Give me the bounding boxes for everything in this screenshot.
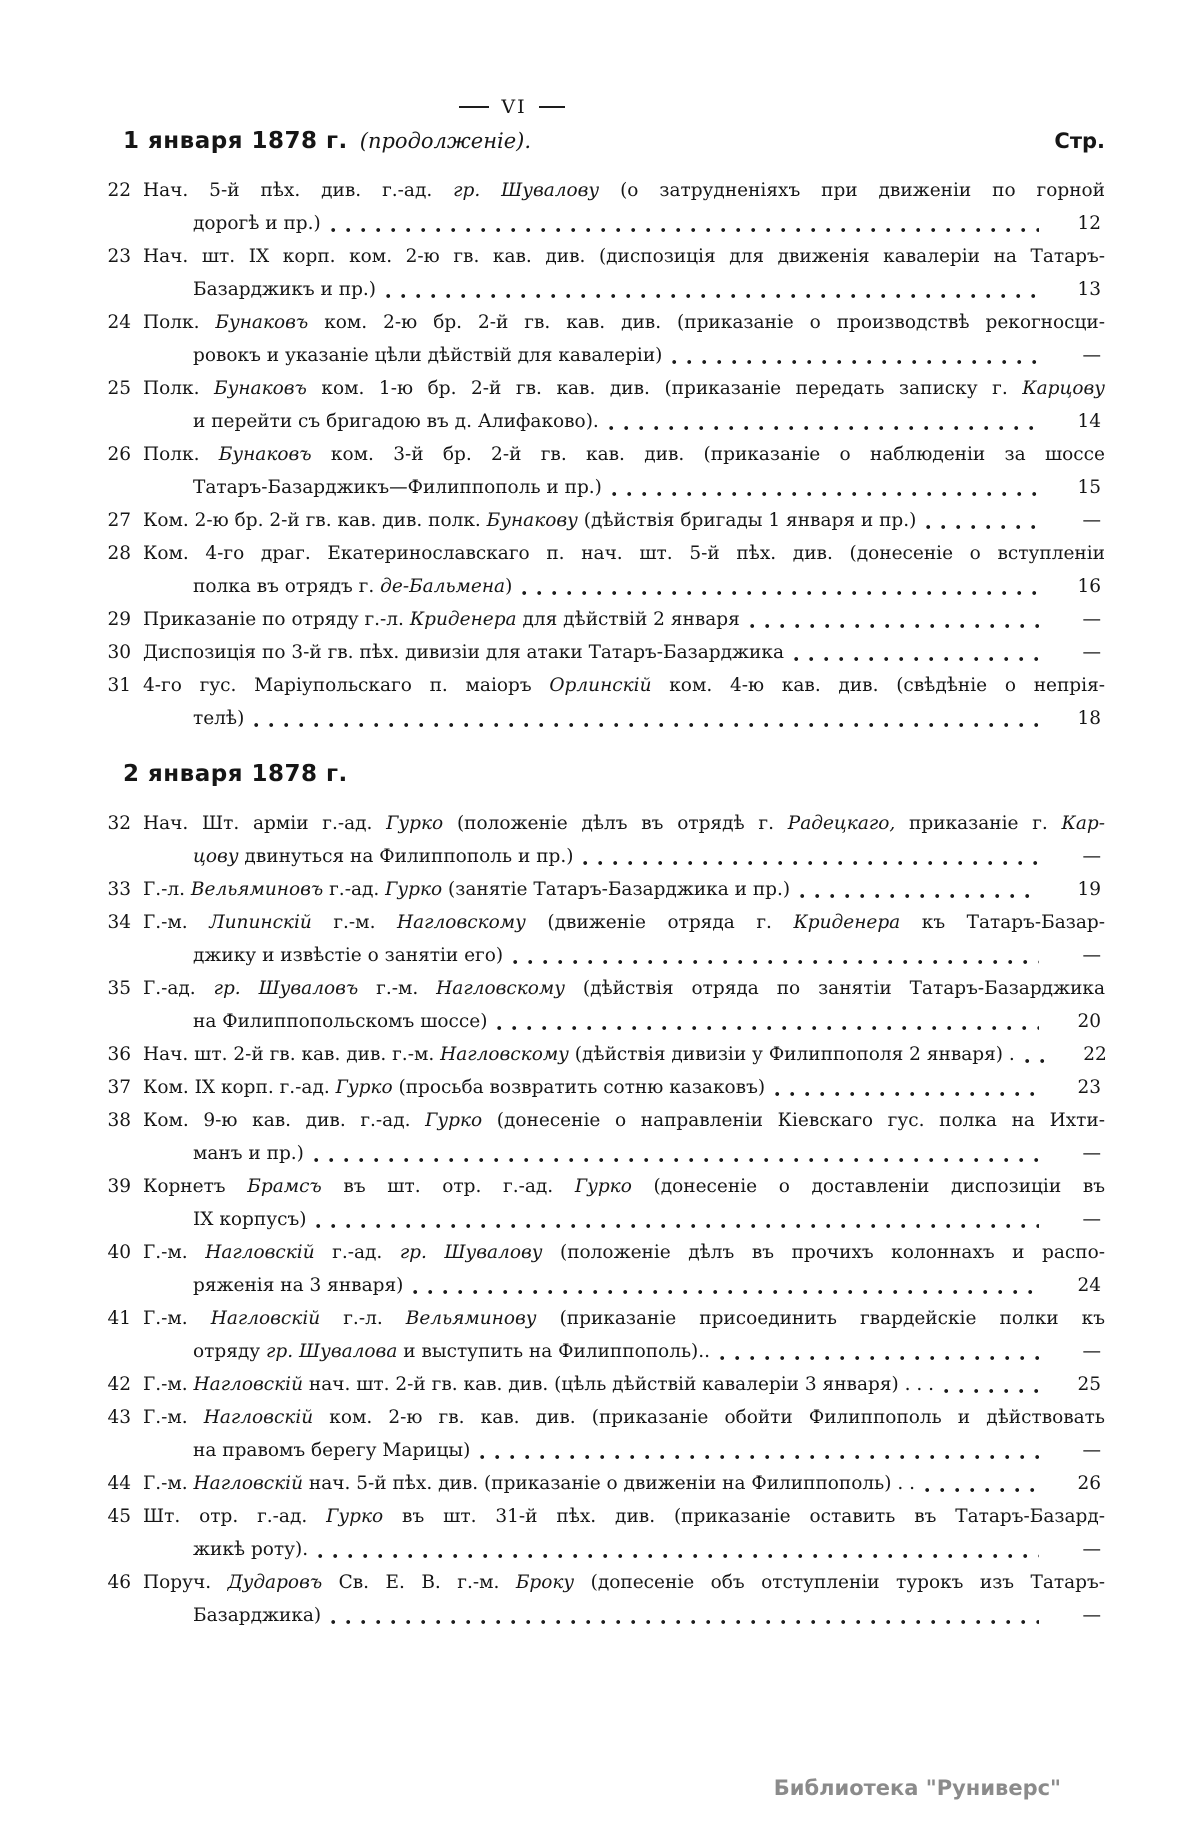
section-title-suffix: (продолженіе).: [359, 129, 532, 153]
entry-number: 29: [107, 609, 131, 630]
entry-text: Св. Е. В. г.-м.: [322, 1572, 516, 1593]
entry-line: [143, 306, 1105, 339]
entry-number: 25: [107, 378, 131, 399]
person-name: Радецкаго,: [787, 813, 896, 834]
entry-text: (допесеніе объ отступленіи турокъ изъ Татаръ-: [574, 1572, 1105, 1593]
entry-line: [143, 471, 1105, 504]
entry-number: 44: [107, 1473, 131, 1494]
entry-body: [143, 504, 1105, 537]
entry-text: Базарджикъ и пр.): [193, 279, 377, 300]
entry-text: Г.-м.: [143, 1242, 206, 1263]
entry-line: [143, 273, 1105, 306]
person-name: Нагловскому: [440, 1044, 569, 1065]
dot-leader: [612, 491, 1039, 497]
toc-entry: [97, 1170, 1105, 1236]
toc-entry: [97, 1566, 1105, 1632]
entry-page-number: 25: [1077, 1374, 1101, 1395]
entry-body: [143, 1170, 1105, 1236]
entry-number: 30: [107, 642, 131, 663]
entry-text: Нач. шт. 2-й гв. кав. див. г.-м.: [143, 1044, 441, 1065]
toc-entry: [97, 240, 1105, 306]
person-name: Бунаковъ: [218, 444, 312, 465]
person-name: Вельяминову: [405, 1308, 537, 1329]
toc-entry: [97, 1467, 1105, 1500]
entry-number: 33: [107, 879, 131, 900]
entry-body: [143, 1368, 1105, 1401]
entry-text: (положеніе дѣлъ въ отрядѣ г.: [443, 813, 788, 834]
toc-entry: [97, 1500, 1105, 1566]
dot-leader: [254, 722, 1039, 728]
toc-entry: [97, 1302, 1105, 1368]
toc-entry: [97, 306, 1105, 372]
dot-leader: [413, 1289, 1039, 1295]
dot-leader: [926, 524, 1039, 530]
toc-entry: [97, 174, 1105, 240]
dot-leader: [522, 590, 1039, 596]
entry-text: нач. шт. 2-й гв. кав. див. (цѣль дѣйствій кавалеріи 3 января) . . .: [302, 1374, 934, 1395]
entry-number: 35: [107, 978, 131, 999]
entry-text: Ком. 2-ю бр. 2-й гв. кав. див. полк.: [143, 510, 487, 531]
entry-page-number: —: [1082, 642, 1101, 663]
section-heading: [97, 128, 1105, 154]
entry-line: [143, 174, 1105, 207]
entry-text: (просьба возвратить сотню казаковъ): [392, 1077, 766, 1098]
entry-text: (положеніе дѣлъ въ прочихъ колоннахъ и распо-: [542, 1242, 1105, 1263]
entry-line: [143, 1302, 1105, 1335]
entry-text: Ком. IX корп. г.-ад.: [143, 1077, 336, 1098]
toc-entry: [97, 1368, 1105, 1401]
person-name: гр. Шувалову: [453, 180, 600, 201]
entry-text: (приказаніе присоединить гвардейскіе полки къ: [536, 1308, 1105, 1329]
person-name: Гурко: [385, 879, 443, 900]
toc-entry: [97, 603, 1105, 636]
entry-text: дорогѣ и пр.): [193, 213, 321, 234]
entry-text: Нач. шт. IX корп. ком. 2-ю гв. кав. див. (диспозиція для движенія кавалеріи на Татаръ-: [143, 246, 1105, 267]
entry-body: [143, 906, 1105, 972]
dot-leader: [497, 1025, 1039, 1031]
section-heading: [97, 761, 1105, 787]
entry-page-number: —: [1082, 609, 1101, 630]
entry-body: [143, 1071, 1105, 1104]
entry-page-number: 22: [1083, 1044, 1107, 1065]
entry-page-number: 15: [1077, 477, 1101, 498]
entry-text: Ком. 9-ю кав. див. г.-ад.: [143, 1110, 426, 1131]
entry-page-number: —: [1082, 510, 1101, 531]
entry-text: IX корпусъ): [193, 1209, 307, 1230]
entry-page-number: 19: [1077, 879, 1101, 900]
person-name: Нагловскій: [203, 1407, 314, 1428]
dot-leader: [314, 1157, 1039, 1163]
entry-line: [143, 702, 1105, 735]
entry-text: 4-го гус. Маріупольскаго п. маіоръ: [143, 675, 550, 696]
toc-entry: [97, 1236, 1105, 1302]
entry-line: [143, 504, 1105, 537]
entry-body: [143, 1467, 1105, 1500]
entry-text: въ шт. отр. г.-ад.: [321, 1176, 575, 1197]
entry-body: [143, 1500, 1105, 1566]
dot-leader: [1025, 1058, 1045, 1064]
entry-body: [143, 1401, 1105, 1467]
entry-page-number: —: [1082, 1605, 1101, 1626]
dot-leader: [609, 425, 1039, 431]
entry-line: [143, 1071, 1105, 1104]
toc-section: [97, 128, 1105, 735]
entry-page-number: 18: [1077, 708, 1101, 729]
entry-page-number: 20: [1077, 1011, 1101, 1032]
entry-line: [143, 1038, 1105, 1071]
entry-text: и перейти съ бригадою въ д. Алифаково).: [193, 411, 599, 432]
person-name: Липинскій: [209, 912, 312, 933]
toc-entry: [97, 537, 1105, 603]
entry-page-number: —: [1082, 1143, 1101, 1164]
entry-number: 45: [107, 1506, 131, 1527]
person-name: гр. Шувалова: [266, 1341, 398, 1362]
entry-line: [143, 1599, 1105, 1632]
entry-text: Г.-м.: [143, 1473, 194, 1494]
entry-text: отряду: [193, 1341, 267, 1362]
entry-text: на Филиппопольскомъ шоссе): [193, 1011, 488, 1032]
entry-line: [143, 1269, 1105, 1302]
entry-number: 34: [107, 912, 131, 933]
entry-text: ком. 2-ю бр. 2-й гв. кав. див. (приказаніе о производствѣ рекогносци-: [308, 312, 1105, 333]
page-folio: [97, 96, 927, 118]
entry-text: Г.-л.: [143, 879, 191, 900]
person-name: Дударовъ: [227, 1572, 323, 1593]
section-date-title: 1 января 1878 г.: [123, 128, 348, 154]
entry-text: Поруч.: [143, 1572, 228, 1593]
entry-line: [143, 537, 1105, 570]
dot-leader: [672, 359, 1039, 365]
entry-line: [143, 603, 1105, 636]
entry-number: 32: [107, 813, 131, 834]
toc-entry: [97, 807, 1105, 873]
entry-body: [143, 807, 1105, 873]
entry-body: [143, 636, 1105, 669]
entry-text: Г.-м.: [143, 1308, 211, 1329]
person-name: Нагловскому: [436, 978, 565, 999]
entry-line: [143, 1467, 1105, 1500]
toc-entry: [97, 1071, 1105, 1104]
dot-leader: [775, 1091, 1039, 1097]
entry-text: Татаръ-Базарджикъ—Филиппополь и пр.): [193, 477, 602, 498]
entry-number: 23: [107, 246, 131, 267]
entry-number: 22: [107, 180, 131, 201]
entry-text: ): [505, 576, 513, 597]
folio-left-rule: [459, 106, 489, 108]
person-name: Бунакову: [486, 510, 578, 531]
entry-text: Нач. 5-й пѣх. див. г.-ад.: [143, 180, 454, 201]
entry-body: [143, 1302, 1105, 1368]
entry-text: Шт. отр. г.-ад.: [143, 1506, 327, 1527]
toc-entry: [97, 873, 1105, 906]
toc-entry: [97, 1401, 1105, 1467]
entry-line: [143, 807, 1105, 840]
entry-line: [143, 636, 1105, 669]
entry-text: жикѣ роту).: [193, 1539, 309, 1560]
entry-text: ровокъ и указаніе цѣли дѣйствій для кавалеріи): [193, 345, 663, 366]
dot-leader: [794, 656, 1039, 662]
toc-entry: [97, 438, 1105, 504]
entry-page-number: 23: [1077, 1077, 1101, 1098]
entry-number: 24: [107, 312, 131, 333]
person-name: Орлинскій: [549, 675, 652, 696]
toc-entry: [97, 906, 1105, 972]
person-name: Броку: [515, 1572, 575, 1593]
person-name: Нагловскій: [210, 1308, 321, 1329]
entry-line: [143, 1203, 1105, 1236]
entry-text: г.-м.: [311, 912, 398, 933]
entry-line: [143, 873, 1105, 906]
entry-text: на правомъ берегу Марицы): [193, 1440, 471, 1461]
entry-body: [143, 372, 1105, 438]
entry-line: [143, 840, 1105, 873]
entry-text: г.-ад.: [314, 1242, 400, 1263]
entry-text: полка въ отрядъ г.: [193, 576, 381, 597]
person-name: Брамсъ: [247, 1176, 322, 1197]
person-name: гр. Шувалову: [399, 1242, 543, 1263]
entry-page-number: —: [1082, 945, 1101, 966]
entry-body: [143, 438, 1105, 504]
entry-number: 39: [107, 1176, 131, 1197]
entry-text: (донесеніе о направленіи Кіевскаго гус. полка на Ихти-: [482, 1110, 1105, 1131]
entry-line: [143, 1236, 1105, 1269]
entry-line: [143, 906, 1105, 939]
dot-leader: [331, 1619, 1039, 1625]
entry-number: 27: [107, 510, 131, 531]
entry-line: [143, 1368, 1105, 1401]
entry-body: [143, 603, 1105, 636]
entry-text: Базарджика): [193, 1605, 322, 1626]
person-name: Криденера: [409, 609, 517, 630]
entry-body: [143, 240, 1105, 306]
entry-page-number: —: [1082, 1440, 1101, 1461]
dot-leader: [513, 959, 1039, 965]
dot-leader: [925, 1487, 1039, 1493]
person-name: Кар-: [1061, 813, 1105, 834]
entry-text: Диспозиція по 3-й гв. пѣх. дивизіи для атаки Татаръ-Базарджика: [143, 642, 784, 663]
entry-text: Г.-м.: [143, 1407, 204, 1428]
toc-entry: [97, 669, 1105, 735]
entry-body: [143, 1038, 1105, 1071]
entry-number: 36: [107, 1044, 131, 1065]
entry-number: 46: [107, 1572, 131, 1593]
folio-right-rule: [539, 106, 565, 108]
entry-text: ком. 4-ю кав. див. (свѣдѣніе о непрія-: [651, 675, 1105, 696]
entry-text: (занятіе Татаръ-Базарджика и пр.): [442, 879, 791, 900]
entry-text: (дѣйствія отряда по занятіи Татаръ-Базарджика: [564, 978, 1106, 999]
toc-section: [97, 761, 1105, 1632]
entry-text: ком. 2-ю гв. кав. див. (приказаніе обойти Филиппополь и дѣйствовать: [313, 1407, 1105, 1428]
entry-text: г.-м.: [358, 978, 437, 999]
entry-page-number: 26: [1077, 1473, 1101, 1494]
person-name: Нагловскому: [397, 912, 526, 933]
entry-text: (донесеніе о доставленіи диспозиціи въ: [631, 1176, 1106, 1197]
toc-sections: [97, 128, 1105, 1632]
entry-page-number: —: [1082, 1341, 1101, 1362]
entry-line: [143, 1137, 1105, 1170]
dot-leader: [720, 1355, 1039, 1361]
entry-page-number: 13: [1077, 279, 1101, 300]
entry-text: приказаніе г.: [895, 813, 1062, 834]
entry-number: 31: [107, 675, 131, 696]
person-name: Нагловскій: [205, 1242, 315, 1263]
entry-text: Г.-м.: [143, 1374, 194, 1395]
person-name: де-Бальмена: [380, 576, 506, 597]
entry-line: [143, 1566, 1105, 1599]
toc-entry: [97, 504, 1105, 537]
entry-page-number: —: [1082, 1209, 1101, 1230]
entry-text: нач. 5-й пѣх. див. (приказаніе о движеніи на Филиппополь) . .: [302, 1473, 915, 1494]
person-name: Гурко: [326, 1506, 384, 1527]
entry-text: ком. 1-ю бр. 2-й гв. кав. див. (приказаніе передать записку г.: [306, 378, 1023, 399]
entry-text: Ком. 4-го драг. Екатеринославскаго п. нач. шт. 5-й пѣх. див. (донесеніе о вступленіи: [143, 543, 1105, 564]
entry-line: [143, 1104, 1105, 1137]
entry-page-number: 12: [1077, 213, 1101, 234]
person-name: Бунаковъ: [214, 378, 307, 399]
entry-number: 40: [107, 1242, 131, 1263]
entry-page-number: —: [1082, 345, 1101, 366]
person-name: Бунаковъ: [215, 312, 309, 333]
dot-leader: [800, 893, 1039, 899]
page-column-header: Стр.: [1054, 129, 1105, 153]
entry-text: (движеніе отряда г.: [525, 912, 794, 933]
entry-number: 42: [107, 1374, 131, 1395]
entry-page-number: 16: [1077, 576, 1101, 597]
person-name: гр. Шуваловъ: [213, 978, 359, 999]
entry-text: манъ и пр.): [193, 1143, 304, 1164]
dot-leader: [750, 623, 1039, 629]
entry-text: (дѣйствія дивизіи у Филиппополя 2 января) .: [568, 1044, 1015, 1065]
entry-body: [143, 1104, 1105, 1170]
entry-body: [143, 873, 1105, 906]
entry-text: Приказаніе по отряду г.-л.: [143, 609, 410, 630]
toc-entry: [97, 1104, 1105, 1170]
entry-line: [143, 438, 1105, 471]
dot-leader: [316, 1223, 1039, 1229]
toc-entry: [97, 636, 1105, 669]
entry-body: [143, 537, 1105, 603]
entry-text: джику и извѣстіе о занятіи его): [193, 945, 504, 966]
person-name: Нагловскій: [193, 1374, 303, 1395]
dot-leader: [944, 1388, 1039, 1394]
entry-line: [143, 1335, 1105, 1368]
entry-line: [143, 339, 1105, 372]
entry-line: [143, 939, 1105, 972]
person-name: Нагловскій: [193, 1473, 303, 1494]
entry-line: [143, 669, 1105, 702]
entry-text: Полк.: [143, 444, 219, 465]
entry-page-number: 24: [1077, 1275, 1101, 1296]
person-name: Вельяминовъ: [190, 879, 324, 900]
folio-roman-numeral: VI: [501, 96, 527, 118]
entry-text: ком. 3-й бр. 2-й гв. кав. див. (приказаніе о наблюденіи за шоссе: [311, 444, 1105, 465]
entry-list: [97, 807, 1105, 1632]
entry-line: [143, 207, 1105, 240]
entry-text: Корнетъ: [143, 1176, 248, 1197]
entry-text: въ шт. 31-й пѣх. див. (приказаніе оставить въ Татаръ-Базард-: [383, 1506, 1106, 1527]
person-name: Гурко: [425, 1110, 483, 1131]
entry-number: 37: [107, 1077, 131, 1098]
dot-leader: [583, 860, 1039, 866]
entry-number: 43: [107, 1407, 131, 1428]
dot-leader: [331, 227, 1039, 233]
entry-body: [143, 174, 1105, 240]
entry-page-number: —: [1082, 846, 1101, 867]
entry-text: (дѣйствія бригады 1 января и пр.): [577, 510, 917, 531]
entry-text: ряженія на 3 января): [193, 1275, 404, 1296]
entry-text: и выступить на Филиппополь)..: [397, 1341, 710, 1362]
entry-text: Г.-м.: [143, 912, 210, 933]
entry-body: [143, 306, 1105, 372]
person-name: цову: [193, 846, 239, 867]
entry-number: 28: [107, 543, 131, 564]
person-name: Гурко: [574, 1176, 632, 1197]
entry-line: [143, 240, 1105, 273]
toc-entry: [97, 972, 1105, 1038]
entry-text: для дѣйствій 2 января: [516, 609, 740, 630]
entry-text: телѣ): [193, 708, 245, 729]
entry-line: [143, 372, 1105, 405]
entry-number: 26: [107, 444, 131, 465]
library-watermark: Библиотека "Руниверс": [773, 1776, 1061, 1800]
entry-line: [143, 1434, 1105, 1467]
entry-text: Нач. Шт. арміи г.-ад.: [143, 813, 387, 834]
entry-body: [143, 669, 1105, 735]
dot-leader: [480, 1454, 1039, 1460]
toc-entry: [97, 372, 1105, 438]
entry-body: [143, 972, 1105, 1038]
entry-text: Полк.: [143, 378, 215, 399]
entry-text: Г.-ад.: [143, 978, 214, 999]
entry-text: къ Татаръ-Базар-: [900, 912, 1105, 933]
dot-leader: [386, 293, 1039, 299]
person-name: Карцову: [1022, 378, 1106, 399]
entry-text: г.-ад.: [323, 879, 386, 900]
entry-number: 41: [107, 1308, 131, 1329]
entry-page-number: —: [1082, 1539, 1101, 1560]
entry-line: [143, 1500, 1105, 1533]
entry-list: [97, 174, 1105, 735]
dot-leader: [318, 1553, 1039, 1559]
entry-line: [143, 1005, 1105, 1038]
entry-number: 38: [107, 1110, 131, 1131]
person-name: Гурко: [386, 813, 444, 834]
entry-line: [143, 972, 1105, 1005]
toc-entry: [97, 1038, 1105, 1071]
person-name: Гурко: [335, 1077, 393, 1098]
entry-page-number: 14: [1077, 411, 1101, 432]
entry-line: [143, 570, 1105, 603]
entry-line: [143, 1170, 1105, 1203]
entry-line: [143, 1533, 1105, 1566]
person-name: Криденера: [793, 912, 901, 933]
entry-body: [143, 1236, 1105, 1302]
entry-body: [143, 1566, 1105, 1632]
section-date-title: 2 января 1878 г.: [123, 761, 348, 787]
entry-text: Полк.: [143, 312, 216, 333]
entry-text: г.-л.: [320, 1308, 406, 1329]
entry-text: двинуться на Филиппополь и пр.): [238, 846, 574, 867]
entry-line: [143, 1401, 1105, 1434]
entry-text: (о затрудненіяхъ при движеніи по горной: [599, 180, 1105, 201]
entry-line: [143, 405, 1105, 438]
